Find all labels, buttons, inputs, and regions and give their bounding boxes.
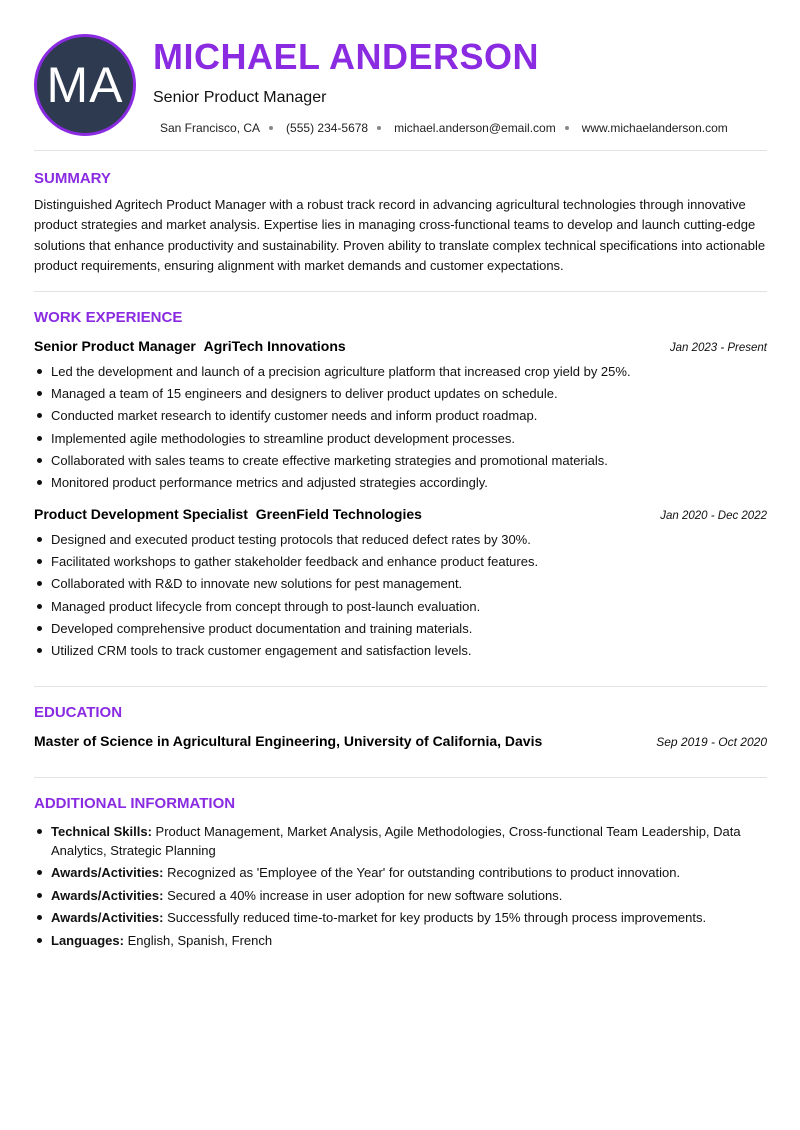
section-heading-experience: WORK EXPERIENCE [34, 309, 183, 326]
job-role: Senior Product Manager [34, 338, 196, 354]
job-role-company [34, 506, 422, 522]
list-item: Managed a team of 15 engineers and designers to deliver product updates on schedule. [34, 385, 769, 407]
divider [34, 150, 767, 151]
bullet-separator [377, 126, 381, 130]
job-company: GreenField Technologies [255, 506, 422, 522]
candidate-title: Senior Product Manager [153, 89, 327, 106]
bullet-separator [269, 126, 273, 130]
list-item: Implemented agile methodologies to streamline product development processes. [34, 430, 769, 452]
item-label: Technical Skills: [51, 824, 152, 839]
divider [34, 686, 767, 687]
item-text: English, Spanish, French [127, 932, 273, 948]
list-item [34, 822, 769, 860]
list-item [34, 863, 769, 882]
avatar [34, 34, 136, 136]
summary-text: Distinguished Agritech Product Manager with a robust track record in advancing agricultural technologies through innovative product strategies and market analysis. Expertise lies in managing cross-functional teams to develop and launch cutting-edge solutions that enhance productivity and sustainability. Proven ability to translate complex technical specifications into actionable product requirements, ensuring alignment with market demands and customer expectations. [34, 197, 766, 274]
divider [34, 777, 767, 778]
job-company: AgriTech Innovations [203, 338, 346, 354]
education-row [34, 733, 767, 749]
section-heading-summary: SUMMARY [34, 170, 111, 187]
list-item: Developed comprehensive product documentation and training materials. [34, 620, 769, 642]
list-item [34, 931, 769, 950]
item-label: Awards/Activities: [51, 865, 164, 881]
section-heading-education: EDUCATION [34, 704, 123, 721]
section-heading-additional: ADDITIONAL INFORMATION [34, 795, 236, 812]
job-bullets [34, 363, 769, 496]
list-item: Utilized CRM tools to track customer engagement and satisfaction levels. [34, 642, 769, 664]
job-dates: Jan 2020 - Dec 2022 [660, 510, 767, 522]
contact-email[interactable]: michael.anderson@email.com [394, 121, 556, 135]
job-header [34, 506, 767, 522]
list-item: Conducted market research to identify customer needs and inform product roadmap. [34, 407, 769, 429]
list-item: Collaborated with sales teams to create effective marketing strategies and promotional materials. [34, 452, 769, 474]
education-dates: Sep 2019 - Oct 2020 [656, 735, 767, 749]
avatar-initials: MA [46, 57, 124, 113]
bullet-separator [565, 126, 569, 130]
list-item: Monitored product performance metrics and adjusted strategies accordingly. [34, 474, 769, 496]
item-text: Product Management, Market Analysis, Agile Methodologies, Cross-functional Team Leadership, Data Analytics, Strategic Planning [51, 824, 741, 858]
contact-location: San Francisco, CA [160, 121, 261, 135]
job-header [34, 338, 767, 354]
list-item: Collaborated with R&D to innovate new solutions for pest management. [34, 575, 769, 597]
item-text: Secured a 40% increase in user adoption for new software solutions. [167, 887, 563, 903]
item-text: Successfully reduced time-to-market for key products by 15% through process improvements. [167, 910, 707, 926]
job-role: Product Development Specialist [34, 506, 248, 522]
candidate-name: MICHAEL ANDERSON [153, 36, 540, 77]
education-degree: Master of Science in Agricultural Engineering, University of California, Davis [34, 733, 543, 749]
item-text: Recognized as 'Employee of the Year' for outstanding contributions to product innovation. [167, 865, 681, 881]
list-item: Led the development and launch of a precision agriculture platform that increased crop yield by 25%. [34, 363, 769, 385]
contact-info [160, 121, 728, 135]
contact-phone: (555) 234-5678 [286, 121, 369, 135]
contact-website[interactable]: www.michaelanderson.com [581, 121, 728, 135]
item-label: Awards/Activities: [51, 887, 164, 903]
list-item [34, 908, 769, 927]
job-bullets [34, 531, 769, 664]
list-item: Facilitated workshops to gather stakeholder feedback and enhance product features. [34, 553, 769, 575]
job-dates: Jan 2023 - Present [669, 342, 767, 354]
divider [34, 291, 767, 292]
job-role-company [34, 338, 346, 354]
list-item: Managed product lifecycle from concept through to post-launch evaluation. [34, 598, 769, 620]
additional-info-list [34, 822, 769, 953]
item-label: Languages: [51, 932, 124, 948]
list-item [34, 886, 769, 905]
item-label: Awards/Activities: [51, 910, 164, 926]
list-item: Designed and executed product testing protocols that reduced defect rates by 30%. [34, 531, 769, 553]
